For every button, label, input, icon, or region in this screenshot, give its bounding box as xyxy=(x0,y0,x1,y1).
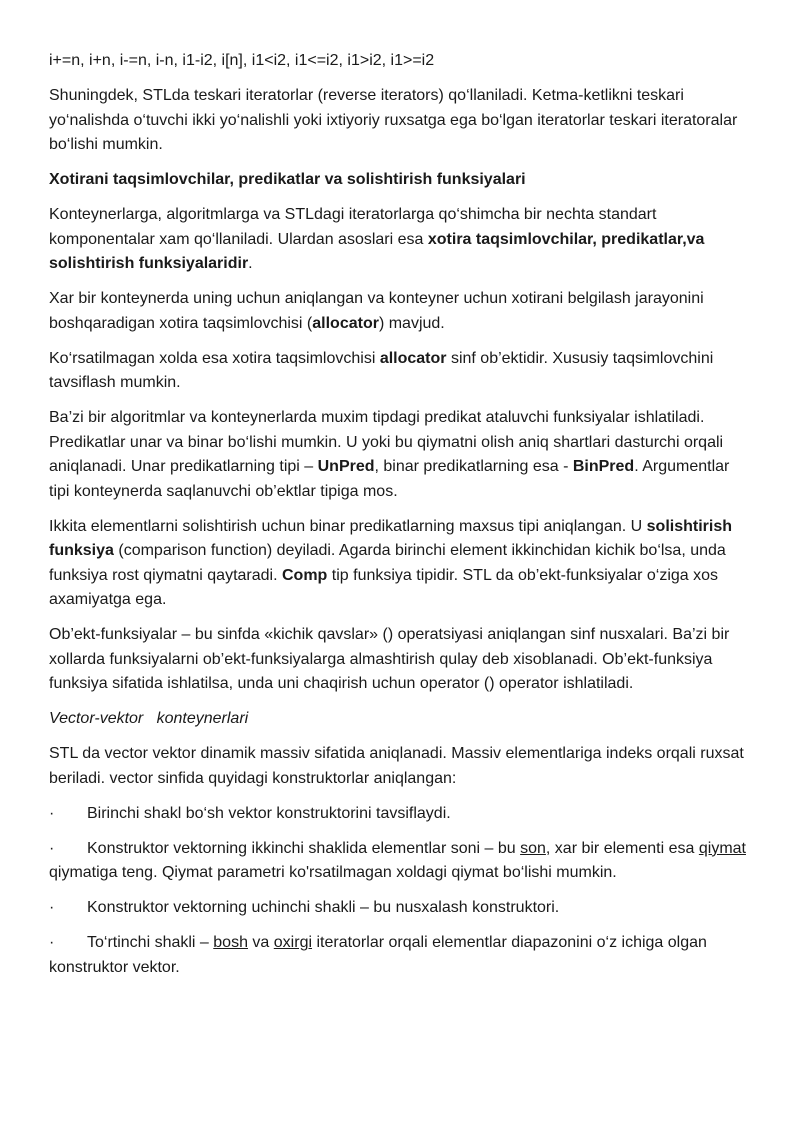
bold-term: allocator xyxy=(379,349,447,367)
list-item-text: Konstruktor vektorning uchinchi shakli – bu nusxalash konstruktori. xyxy=(87,899,560,916)
paragraph-iterator-operations xyxy=(49,49,750,74)
heading-text: Vector-vektor konteynerlari xyxy=(49,710,249,727)
paragraph-text: Shuningdek, STLda teskari iteratorlar (reverse iterators) qo‘llaniladi. Ketma-ketlikni teskari yo‘nalishda o‘tuvchi ikki yo‘nalishli yoki ixtiyoriy ruxsatga ega bo‘lgan iteratorlar teskari iteratoralar bo‘lishi mumkin. xyxy=(49,87,738,153)
bullet-icon: · xyxy=(49,899,55,916)
paragraph-text: i+=n, i+n, i-=n, i-n, i1-i2, i[n], i1<i2, i1<=i2, i1>i2, i1>=i2 xyxy=(49,52,435,69)
paragraph-reverse-iterators xyxy=(49,84,750,158)
list-item-third-form xyxy=(49,896,750,921)
bold-term: BinPred xyxy=(572,458,635,475)
paragraph-text: STL da vector vektor dinamik massiv sifatida aniqlanadi. Massiv elementlariga indeks orqali ruxsat beriladi. vector sinfida quyidagi konstruktorlar aniqlangan: xyxy=(49,745,744,787)
section-heading-allocators xyxy=(49,168,750,193)
list-item-text: To‘rtinchi shakli – xyxy=(87,934,214,951)
underlined-term: qiymat xyxy=(698,839,746,857)
bold-term: xotira taqsimlovchilar, predikatlar,va solishtirish funksiyalaridir xyxy=(49,230,705,272)
paragraph-comparison-function xyxy=(49,515,750,613)
bullet-icon: · xyxy=(49,804,55,822)
list-item-text: iteratorlar orqali elementlar diapazonini o‘z ichiga olgan konstruktor vektor. xyxy=(49,934,707,976)
paragraph-text: sinf ob’ektidir. Xususiy taqsimlovchini tavsiflash mumkin. xyxy=(49,349,714,391)
paragraph-text: Konteynerlarga, algoritmlarga va STLdagi iteratorlarga qo‘shimcha bir nechta standart komponentalar xam qo‘llaniladi. Ulardan asoslari esa xyxy=(49,206,657,248)
paragraph-vector-intro xyxy=(49,742,750,791)
underlined-term: oxirgi xyxy=(273,934,313,951)
paragraph-text: ) mavjud. xyxy=(378,314,445,332)
paragraph-text: . xyxy=(248,255,253,272)
bold-term: Comp xyxy=(282,566,328,584)
paragraph-text: tip funksiya tipidir. STL da ob’ekt-funksiyalar o‘ziga xos axamiyatga ega. xyxy=(49,566,719,608)
list-item-second-form xyxy=(49,837,750,886)
list-item-text: Birinchi shakl bo‘sh vektor konstruktorini tavsiflaydi. xyxy=(87,804,451,822)
paragraph-text: , binar predikatlarning esa - xyxy=(374,458,573,475)
paragraph-text: Ob’ekt-funksiyalar – bu sinfda «kichik qavslar» () operatsiyasi aniqlangan sinf nusxalari. Ba’zi bir xollarda funksiyalarni ob’ekt-funksiyalarga almashtirish qulay deb xisoblanadi. Ob’ekt-funksiya funksiya sifatida ishlatilsa, unda uni chaqirish uchun operator () operator ishlatiladi. xyxy=(49,626,730,692)
paragraph-text: (comparison function) deyiladi. Agarda birinchi element ikkinchidan kichik bo‘lsa, unda funksiya rost qiymatni qaytaradi. xyxy=(49,542,726,584)
bold-term: allocator xyxy=(312,314,379,332)
paragraph-text: . Argumentlar tipi konteynerda saqlanuvchi ob’ektlar tipiga mos. xyxy=(49,458,730,500)
paragraph-default-allocator xyxy=(49,347,750,396)
list-item-text: , xar bir elementi esa xyxy=(545,839,699,857)
paragraph-text: Ikkita elementlarni solishtirish uchun binar predikatlarning maxsus tipi aniqlangan. U xyxy=(49,517,647,535)
list-item-fourth-form xyxy=(49,931,750,980)
underlined-term: son xyxy=(520,839,546,857)
paragraph-allocator-description xyxy=(49,287,750,336)
list-item-first-form xyxy=(49,802,750,827)
paragraph-function-objects xyxy=(49,623,750,697)
section-heading-vector xyxy=(49,707,750,732)
list-item-text: va xyxy=(247,934,274,951)
paragraph-text: Xar bir konteynerda uning uchun aniqlangan va konteyner uchun xotirani belgilash jarayonini boshqaradigan xotira taqsimlovchisi ( xyxy=(49,290,704,332)
heading-text: Xotirani taqsimlovchilar, predikatlar va solishtirish funksiyalari xyxy=(49,171,526,188)
paragraph-predicates xyxy=(49,406,750,504)
paragraph-text: Ko‘rsatilmagan xolda esa xotira taqsimlovchisi xyxy=(49,349,380,367)
list-item-text: Konstruktor vektorning ikkinchi shaklida elementlar soni – bu xyxy=(87,839,521,857)
bullet-icon: · xyxy=(49,934,55,951)
bullet-icon: · xyxy=(49,839,55,857)
paragraph-text: Ba’zi bir algoritmlar va konteynerlarda muxim tipdagi predikat ataluvchi funksiyalar ishlatiladi. Predikatlar unar va binar bo‘lishi mumkin. U yoki bu qiymatni olish aniq shartlari dasturchi orqali aniqlanadi. Unar predikatlarning tipi – xyxy=(49,409,724,475)
underlined-term: bosh xyxy=(213,934,248,951)
bold-term: UnPred xyxy=(317,458,375,475)
paragraph-standard-components xyxy=(49,203,750,277)
list-item-text: qiymatiga teng. Qiymat parametri ko'rsatilmagan xoldagi qiymat bo‘lishi mumkin. xyxy=(49,864,617,881)
bold-term: solishtirish funksiya xyxy=(49,517,732,559)
